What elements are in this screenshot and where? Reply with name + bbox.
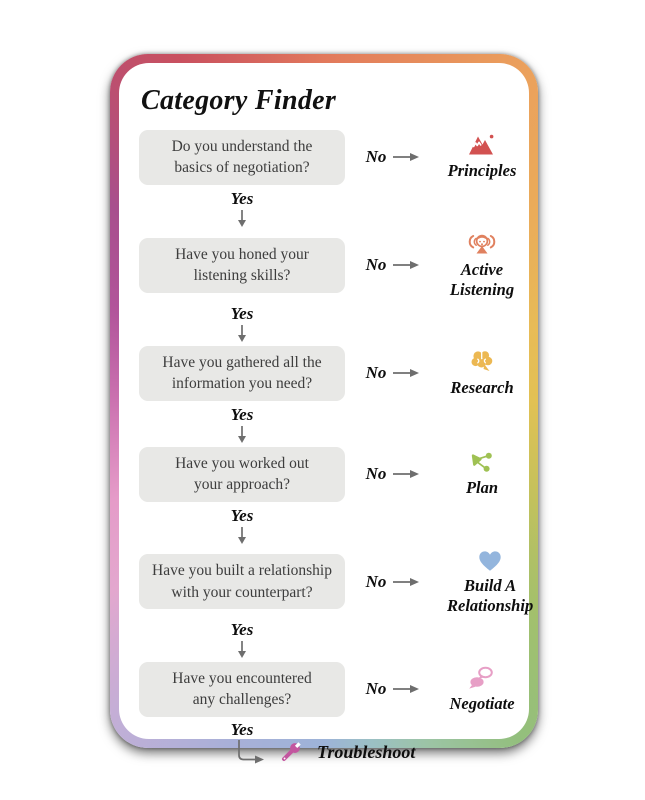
yes-label: Yes — [230, 619, 254, 639]
flow-step-principles — [139, 130, 517, 185]
category-label: Principles — [447, 161, 517, 181]
yes-label: Yes — [230, 719, 254, 739]
category-label: Research — [450, 377, 514, 397]
right-arrow-icon — [393, 367, 420, 379]
question-box — [139, 662, 345, 717]
yes-connector — [139, 616, 345, 662]
listening-person-icon — [467, 231, 497, 257]
question-text: basics of negotiation? — [174, 159, 310, 177]
yes-connector — [139, 401, 345, 447]
yes-connector — [139, 185, 345, 231]
question-text: your approach? — [194, 476, 290, 494]
yes-label: Yes — [230, 505, 254, 525]
no-label: No — [365, 571, 387, 591]
question-text: Have you built a relationship — [152, 562, 332, 580]
category-negotiate — [447, 665, 517, 714]
question-text: Have you worked out — [175, 454, 309, 472]
question-text: information you need? — [171, 375, 313, 393]
down-arrow-icon — [235, 426, 249, 444]
troubleshoot-label: Troubleshoot — [317, 742, 416, 762]
question-box — [139, 346, 345, 401]
question-text: Have you encountered — [172, 669, 312, 687]
category-label: Build A Relationship — [447, 575, 534, 615]
question-text: Have you honed your — [175, 246, 309, 263]
question-text: Do you understand the — [171, 138, 313, 155]
yes-connector — [139, 502, 345, 548]
card-content — [119, 63, 534, 762]
page-title: Category Finder — [141, 85, 337, 116]
down-arrow-icon — [235, 527, 249, 545]
no-branch — [345, 147, 441, 167]
question-text: with your counterpart? — [171, 583, 313, 601]
no-label: No — [365, 464, 387, 484]
no-label: No — [365, 679, 387, 699]
category-research — [447, 349, 517, 398]
flow-step-negotiate — [139, 662, 515, 717]
category-plan — [447, 451, 517, 498]
yes-label: Yes — [230, 404, 254, 424]
question-box — [139, 130, 345, 185]
speech-bubbles-icon — [467, 665, 497, 691]
troubleshoot-branch — [139, 720, 511, 767]
flow-step-research — [139, 346, 514, 401]
right-arrow-icon — [393, 468, 420, 480]
right-arrow-icon — [393, 151, 420, 163]
question-box — [139, 238, 345, 293]
question-text: listening skills? — [193, 267, 291, 285]
elbow-arrow-icon — [236, 740, 267, 765]
down-arrow-icon — [235, 210, 249, 228]
no-branch — [345, 255, 441, 275]
no-label: No — [365, 255, 387, 275]
brain-icon — [467, 349, 497, 375]
no-label: No — [365, 147, 387, 167]
troubleshoot-line — [236, 739, 511, 767]
share-network-icon — [470, 451, 495, 475]
no-label: No — [365, 363, 387, 383]
question-text: Have you gathered all the — [162, 354, 322, 371]
no-branch — [345, 464, 441, 484]
category-build-a-relationship — [447, 548, 533, 616]
category-active-listening — [447, 231, 517, 300]
question-text: any challenges? — [192, 691, 292, 709]
no-branch — [345, 363, 441, 383]
flow-step-active-listening — [139, 231, 515, 300]
flow-step-plan — [139, 447, 511, 502]
mountain-icon — [468, 133, 496, 158]
yes-label: Yes — [230, 304, 254, 323]
down-arrow-icon — [235, 641, 249, 659]
category-principles — [447, 133, 517, 181]
question-box — [139, 554, 345, 609]
category-label: Plan — [465, 477, 499, 497]
no-branch — [345, 679, 441, 699]
right-arrow-icon — [393, 576, 420, 588]
no-branch — [345, 572, 441, 592]
heart-icon — [476, 548, 504, 573]
category-label: Active Listening — [449, 259, 515, 299]
category-label: Negotiate — [449, 693, 515, 713]
right-arrow-icon — [393, 259, 420, 271]
category-finder-card — [110, 54, 538, 762]
right-arrow-icon — [393, 683, 420, 695]
flow-step-build-a-relationship — [139, 548, 534, 616]
question-box — [139, 447, 345, 502]
wrench-icon — [276, 739, 304, 767]
yes-label: Yes — [230, 188, 254, 208]
down-arrow-icon — [235, 325, 249, 343]
yes-connector — [139, 300, 345, 346]
